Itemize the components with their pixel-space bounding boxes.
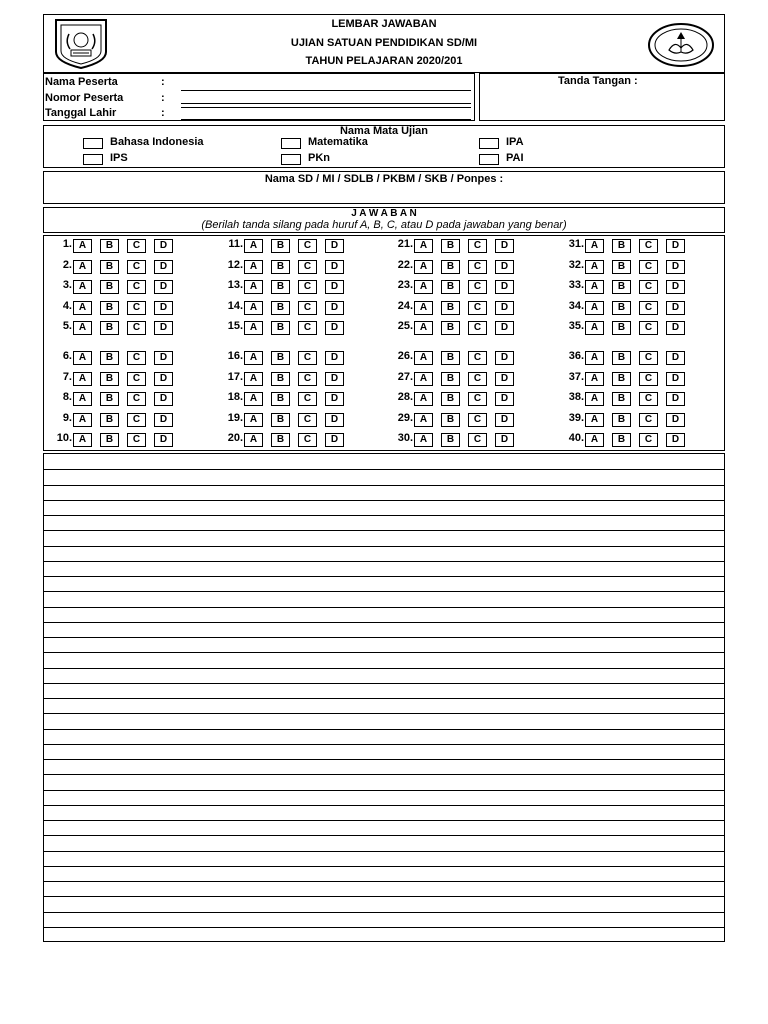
answer-option-c[interactable]: C xyxy=(298,413,317,427)
answer-option-b[interactable]: B xyxy=(612,433,631,447)
ruled-line xyxy=(44,927,724,928)
nomor-peserta-input-line[interactable] xyxy=(181,103,471,104)
signature-label: Tanda Tangan : xyxy=(558,75,638,87)
answer-option-b[interactable]: B xyxy=(612,392,631,406)
answer-option-b[interactable]: B xyxy=(441,280,460,294)
question-number: 16. xyxy=(227,350,243,362)
nama-peserta-input-line[interactable] xyxy=(181,90,471,91)
answer-option-a[interactable]: A xyxy=(585,239,604,253)
answer-option-a[interactable]: A xyxy=(73,351,92,365)
ruled-line xyxy=(44,713,724,714)
checkbox-ipa[interactable] xyxy=(479,138,499,149)
answer-option-d[interactable]: D xyxy=(325,392,344,406)
checkbox-matematika[interactable] xyxy=(281,138,301,149)
answer-option-b[interactable]: B xyxy=(100,301,119,315)
ruled-line xyxy=(44,698,724,699)
answer-option-c[interactable]: C xyxy=(468,280,487,294)
nomor-peserta-input-line-2[interactable] xyxy=(181,107,471,108)
answer-option-a[interactable]: A xyxy=(244,413,263,427)
ruled-line xyxy=(44,546,724,547)
question-number: 15. xyxy=(227,320,243,332)
answer-option-a[interactable]: A xyxy=(585,260,604,274)
answer-option-d[interactable]: D xyxy=(325,260,344,274)
question-number: 7. xyxy=(62,371,72,383)
answer-option-c[interactable]: C xyxy=(298,433,317,447)
question-number: 40. xyxy=(568,432,584,444)
field-colon: : xyxy=(161,92,165,104)
answer-option-d[interactable]: D xyxy=(325,239,344,253)
question-number: 30. xyxy=(397,432,413,444)
answer-option-c[interactable]: C xyxy=(127,280,146,294)
question-number: 26. xyxy=(397,350,413,362)
answer-option-d[interactable]: D xyxy=(495,392,514,406)
ruled-line xyxy=(44,820,724,821)
answer-option-b[interactable]: B xyxy=(612,260,631,274)
lined-writing-area[interactable] xyxy=(43,453,725,942)
answer-option-b[interactable]: B xyxy=(612,372,631,386)
header-title-line2: UJIAN SATUAN PENDIDIKAN SD/MI xyxy=(290,37,478,49)
answer-option-a[interactable]: A xyxy=(414,351,433,365)
answer-option-b[interactable]: B xyxy=(441,433,460,447)
answer-option-a[interactable]: A xyxy=(244,433,263,447)
answer-option-d[interactable]: D xyxy=(325,372,344,386)
answer-option-a[interactable]: A xyxy=(244,372,263,386)
ruled-line xyxy=(44,622,724,623)
answer-option-c[interactable]: C xyxy=(468,433,487,447)
checkbox-pkn[interactable] xyxy=(281,154,301,165)
answer-option-c[interactable]: C xyxy=(127,239,146,253)
answer-option-c[interactable]: C xyxy=(639,351,658,365)
answer-option-a[interactable]: A xyxy=(244,301,263,315)
answer-option-a[interactable]: A xyxy=(585,321,604,335)
answer-option-a[interactable]: A xyxy=(414,260,433,274)
ruled-line xyxy=(44,729,724,730)
tanggal-lahir-input-line[interactable] xyxy=(181,119,471,120)
question-number: 27. xyxy=(397,371,413,383)
question-number: 33. xyxy=(568,279,584,291)
answer-option-c[interactable]: C xyxy=(127,351,146,365)
answer-option-d[interactable]: D xyxy=(325,301,344,315)
question-number: 19. xyxy=(227,412,243,424)
checkbox-pai[interactable] xyxy=(479,154,499,165)
answer-option-a[interactable]: A xyxy=(414,392,433,406)
answer-option-d[interactable]: D xyxy=(325,321,344,335)
field-colon: : xyxy=(161,107,165,119)
answer-option-d[interactable]: D xyxy=(666,351,685,365)
ruled-line xyxy=(44,561,724,562)
ruled-line xyxy=(44,652,724,653)
answer-option-c[interactable]: C xyxy=(468,392,487,406)
ruled-line xyxy=(44,774,724,775)
ruled-line xyxy=(44,668,724,669)
answer-option-a[interactable]: A xyxy=(585,413,604,427)
question-number: 31. xyxy=(568,238,584,250)
ruled-line xyxy=(44,866,724,867)
answers-instruction: (Berilah tanda silang pada huruf A, B, C, atau D pada jawaban yang benar) xyxy=(201,219,567,231)
header-title-line1: LEMBAR JAWABAN xyxy=(331,18,437,30)
ruled-line xyxy=(44,591,724,592)
answer-option-d[interactable]: D xyxy=(154,433,173,447)
answer-option-b[interactable]: B xyxy=(441,392,460,406)
identity-section xyxy=(43,73,475,121)
ruled-line xyxy=(44,469,724,470)
answer-option-b[interactable]: B xyxy=(100,392,119,406)
question-number: 4. xyxy=(62,300,72,312)
answer-option-c[interactable]: C xyxy=(298,260,317,274)
answer-option-d[interactable]: D xyxy=(666,301,685,315)
question-number: 29. xyxy=(397,412,413,424)
answer-option-c[interactable]: C xyxy=(639,280,658,294)
answer-option-c[interactable]: C xyxy=(468,301,487,315)
ruled-line xyxy=(44,500,724,501)
ruled-line xyxy=(44,485,724,486)
answer-option-d[interactable]: D xyxy=(495,280,514,294)
answer-option-b[interactable]: B xyxy=(271,260,290,274)
answer-option-c[interactable]: C xyxy=(639,433,658,447)
question-number: 39. xyxy=(568,412,584,424)
answer-option-d[interactable]: D xyxy=(154,413,173,427)
answer-option-b[interactable]: B xyxy=(441,260,460,274)
answer-option-b[interactable]: B xyxy=(441,351,460,365)
question-number: 18. xyxy=(227,391,243,403)
ruled-line xyxy=(44,607,724,608)
answer-option-c[interactable]: C xyxy=(127,433,146,447)
answer-option-d[interactable]: D xyxy=(154,301,173,315)
answer-option-a[interactable]: A xyxy=(73,372,92,386)
answer-option-c[interactable]: C xyxy=(468,321,487,335)
answer-option-a[interactable]: A xyxy=(73,321,92,335)
answer-option-d[interactable]: D xyxy=(325,433,344,447)
question-number: 3. xyxy=(62,279,72,291)
ruled-line xyxy=(44,759,724,760)
answer-option-a[interactable]: A xyxy=(414,372,433,386)
school-section[interactable] xyxy=(43,171,725,204)
answer-option-a[interactable]: A xyxy=(244,321,263,335)
ruled-line xyxy=(44,790,724,791)
signature-box[interactable] xyxy=(479,73,725,121)
answer-option-c[interactable]: C xyxy=(468,372,487,386)
answer-option-d[interactable]: D xyxy=(325,280,344,294)
header-title-line3: TAHUN PELAJARAN 2020/201 xyxy=(305,55,463,67)
answer-option-c[interactable]: C xyxy=(639,239,658,253)
answer-option-b[interactable]: B xyxy=(271,433,290,447)
checkbox-bahasa-indonesia[interactable] xyxy=(83,138,103,149)
answer-option-b[interactable]: B xyxy=(100,372,119,386)
answer-option-a[interactable]: A xyxy=(414,301,433,315)
field-label-tanggal-lahir: Tanggal Lahir xyxy=(45,107,117,119)
subject-label-matematika: Matematika xyxy=(308,136,368,148)
question-number: 36. xyxy=(568,350,584,362)
answer-option-b[interactable]: B xyxy=(612,239,631,253)
answer-option-a[interactable]: A xyxy=(414,321,433,335)
answer-option-b[interactable]: B xyxy=(612,280,631,294)
answer-option-d[interactable]: D xyxy=(325,351,344,365)
answer-option-d[interactable]: D xyxy=(154,351,173,365)
answer-option-c[interactable]: C xyxy=(127,392,146,406)
answer-option-d[interactable]: D xyxy=(154,280,173,294)
answer-option-c[interactable]: C xyxy=(298,301,317,315)
answer-option-c[interactable]: C xyxy=(298,351,317,365)
answers-header xyxy=(43,207,725,233)
question-number: 24. xyxy=(397,300,413,312)
answer-option-b[interactable]: B xyxy=(271,280,290,294)
answer-option-b[interactable]: B xyxy=(441,301,460,315)
answer-option-a[interactable]: A xyxy=(244,260,263,274)
answer-option-b[interactable]: B xyxy=(612,321,631,335)
question-number: 1. xyxy=(62,238,72,250)
answer-option-b[interactable]: B xyxy=(271,351,290,365)
answer-option-d[interactable]: D xyxy=(666,433,685,447)
answer-option-c[interactable]: C xyxy=(298,280,317,294)
question-number: 32. xyxy=(568,259,584,271)
answer-option-d[interactable]: D xyxy=(495,239,514,253)
answer-option-a[interactable]: A xyxy=(585,433,604,447)
answer-option-a[interactable]: A xyxy=(73,301,92,315)
answer-option-a[interactable]: A xyxy=(585,392,604,406)
answer-option-d[interactable]: D xyxy=(495,351,514,365)
answer-option-b[interactable]: B xyxy=(100,433,119,447)
answer-option-b[interactable]: B xyxy=(271,372,290,386)
answer-option-b[interactable]: B xyxy=(100,321,119,335)
answer-option-d[interactable]: D xyxy=(666,239,685,253)
answer-option-c[interactable]: C xyxy=(298,372,317,386)
answer-option-c[interactable]: C xyxy=(468,351,487,365)
ruled-line xyxy=(44,896,724,897)
answer-option-a[interactable]: A xyxy=(73,280,92,294)
subjects-section xyxy=(43,125,725,168)
answer-option-d[interactable]: D xyxy=(154,321,173,335)
answer-option-d[interactable]: D xyxy=(666,321,685,335)
checkbox-ips[interactable] xyxy=(83,154,103,165)
answer-option-d[interactable]: D xyxy=(154,260,173,274)
ruled-line xyxy=(44,515,724,516)
question-number: 13. xyxy=(227,279,243,291)
question-number: 14. xyxy=(227,300,243,312)
answer-option-c[interactable]: C xyxy=(127,413,146,427)
answer-option-c[interactable]: C xyxy=(127,301,146,315)
question-number: 2. xyxy=(62,259,72,271)
answer-option-c[interactable]: C xyxy=(639,392,658,406)
answer-option-d[interactable]: D xyxy=(666,413,685,427)
answer-option-d[interactable]: D xyxy=(495,372,514,386)
ruled-line xyxy=(44,683,724,684)
answer-option-d[interactable]: D xyxy=(154,239,173,253)
answer-option-a[interactable]: A xyxy=(244,392,263,406)
question-number: 34. xyxy=(568,300,584,312)
ruled-line xyxy=(44,637,724,638)
answer-option-a[interactable]: A xyxy=(73,392,92,406)
subject-label-ipa: IPA xyxy=(506,136,524,148)
question-number: 21. xyxy=(397,238,413,250)
subjects-title: Nama Mata Ujian xyxy=(339,125,429,137)
answers-title: J A W A B A N xyxy=(351,208,417,219)
answer-option-a[interactable]: A xyxy=(585,372,604,386)
answer-option-b[interactable]: B xyxy=(100,413,119,427)
answer-option-a[interactable]: A xyxy=(73,433,92,447)
header-section xyxy=(43,14,725,73)
ruled-line xyxy=(44,744,724,745)
answer-option-c[interactable]: C xyxy=(639,321,658,335)
answer-option-b[interactable]: B xyxy=(441,239,460,253)
answer-option-d[interactable]: D xyxy=(666,260,685,274)
answer-option-a[interactable]: A xyxy=(414,280,433,294)
answer-option-b[interactable]: B xyxy=(271,301,290,315)
answer-option-d[interactable]: D xyxy=(154,392,173,406)
question-number: 22. xyxy=(397,259,413,271)
answer-option-b[interactable]: B xyxy=(612,413,631,427)
school-label: Nama SD / MI / SDLB / PKBM / SKB / Ponpes : xyxy=(264,173,504,185)
question-number: 37. xyxy=(568,371,584,383)
answer-option-a[interactable]: A xyxy=(414,239,433,253)
subject-label-pkn: PKn xyxy=(308,152,330,164)
question-number: 6. xyxy=(62,350,72,362)
tut-wuri-handayani-emblem-icon xyxy=(647,22,715,68)
answer-option-b[interactable]: B xyxy=(612,301,631,315)
ruled-line xyxy=(44,530,724,531)
answer-option-b[interactable]: B xyxy=(100,239,119,253)
answer-option-d[interactable]: D xyxy=(495,301,514,315)
subject-label-bahasa-indonesia: Bahasa Indonesia xyxy=(110,136,204,148)
answer-option-b[interactable]: B xyxy=(441,413,460,427)
question-number: 25. xyxy=(397,320,413,332)
ruled-line xyxy=(44,851,724,852)
question-number: 20. xyxy=(227,432,243,444)
answer-grid xyxy=(43,235,725,451)
field-colon: : xyxy=(161,76,165,88)
answer-option-b[interactable]: B xyxy=(271,321,290,335)
answer-option-b[interactable]: B xyxy=(271,239,290,253)
answer-option-c[interactable]: C xyxy=(468,260,487,274)
ruled-line xyxy=(44,835,724,836)
answer-option-a[interactable]: A xyxy=(244,351,263,365)
question-number: 8. xyxy=(62,391,72,403)
answer-option-c[interactable]: C xyxy=(639,372,658,386)
answer-option-b[interactable]: B xyxy=(441,321,460,335)
answer-option-b[interactable]: B xyxy=(271,413,290,427)
answer-option-d[interactable]: D xyxy=(325,413,344,427)
answer-option-c[interactable]: C xyxy=(639,260,658,274)
answer-option-c[interactable]: C xyxy=(127,372,146,386)
ruled-line xyxy=(44,881,724,882)
answer-option-c[interactable]: C xyxy=(639,413,658,427)
question-number: 28. xyxy=(397,391,413,403)
field-label-nomor-peserta: Nomor Peserta xyxy=(45,92,124,104)
question-number: 9. xyxy=(62,412,72,424)
question-number: 11. xyxy=(228,238,243,250)
answer-option-c[interactable]: C xyxy=(468,239,487,253)
question-number: 23. xyxy=(397,279,413,291)
answer-option-a[interactable]: A xyxy=(73,413,92,427)
answer-option-c[interactable]: C xyxy=(298,321,317,335)
answer-option-a[interactable]: A xyxy=(585,301,604,315)
answer-option-b[interactable]: B xyxy=(441,372,460,386)
answer-option-c[interactable]: C xyxy=(298,239,317,253)
answer-option-b[interactable]: B xyxy=(100,351,119,365)
answer-option-a[interactable]: A xyxy=(244,239,263,253)
answer-option-a[interactable]: A xyxy=(585,280,604,294)
answer-option-c[interactable]: C xyxy=(468,413,487,427)
answer-option-d[interactable]: D xyxy=(666,280,685,294)
answer-option-c[interactable]: C xyxy=(127,260,146,274)
question-number: 12. xyxy=(227,259,243,271)
answer-option-d[interactable]: D xyxy=(666,372,685,386)
question-number: 35. xyxy=(568,320,584,332)
answer-option-a[interactable]: A xyxy=(585,351,604,365)
field-label-nama-peserta: Nama Peserta xyxy=(45,76,118,88)
ruled-line xyxy=(44,805,724,806)
answer-option-d[interactable]: D xyxy=(495,260,514,274)
answer-option-d[interactable]: D xyxy=(666,392,685,406)
question-number: 38. xyxy=(568,391,584,403)
question-number: 17. xyxy=(227,371,243,383)
subject-label-ips: IPS xyxy=(110,152,128,164)
answer-option-d[interactable]: D xyxy=(154,372,173,386)
answer-option-d[interactable]: D xyxy=(495,433,514,447)
answer-option-c[interactable]: C xyxy=(298,392,317,406)
answer-option-c[interactable]: C xyxy=(127,321,146,335)
answer-option-d[interactable]: D xyxy=(495,413,514,427)
answer-option-c[interactable]: C xyxy=(639,301,658,315)
question-number: 10. xyxy=(56,432,72,444)
answer-option-a[interactable]: A xyxy=(414,433,433,447)
ruled-line xyxy=(44,576,724,577)
answer-option-a[interactable]: A xyxy=(73,260,92,274)
answer-option-a[interactable]: A xyxy=(73,239,92,253)
question-number: 5. xyxy=(62,320,72,332)
answer-option-b[interactable]: B xyxy=(100,280,119,294)
answer-option-a[interactable]: A xyxy=(414,413,433,427)
answer-option-b[interactable]: B xyxy=(271,392,290,406)
ruled-line xyxy=(44,912,724,913)
subject-label-pai: PAI xyxy=(506,152,524,164)
answer-option-b[interactable]: B xyxy=(100,260,119,274)
answer-option-d[interactable]: D xyxy=(495,321,514,335)
answer-option-b[interactable]: B xyxy=(612,351,631,365)
answer-option-a[interactable]: A xyxy=(244,280,263,294)
